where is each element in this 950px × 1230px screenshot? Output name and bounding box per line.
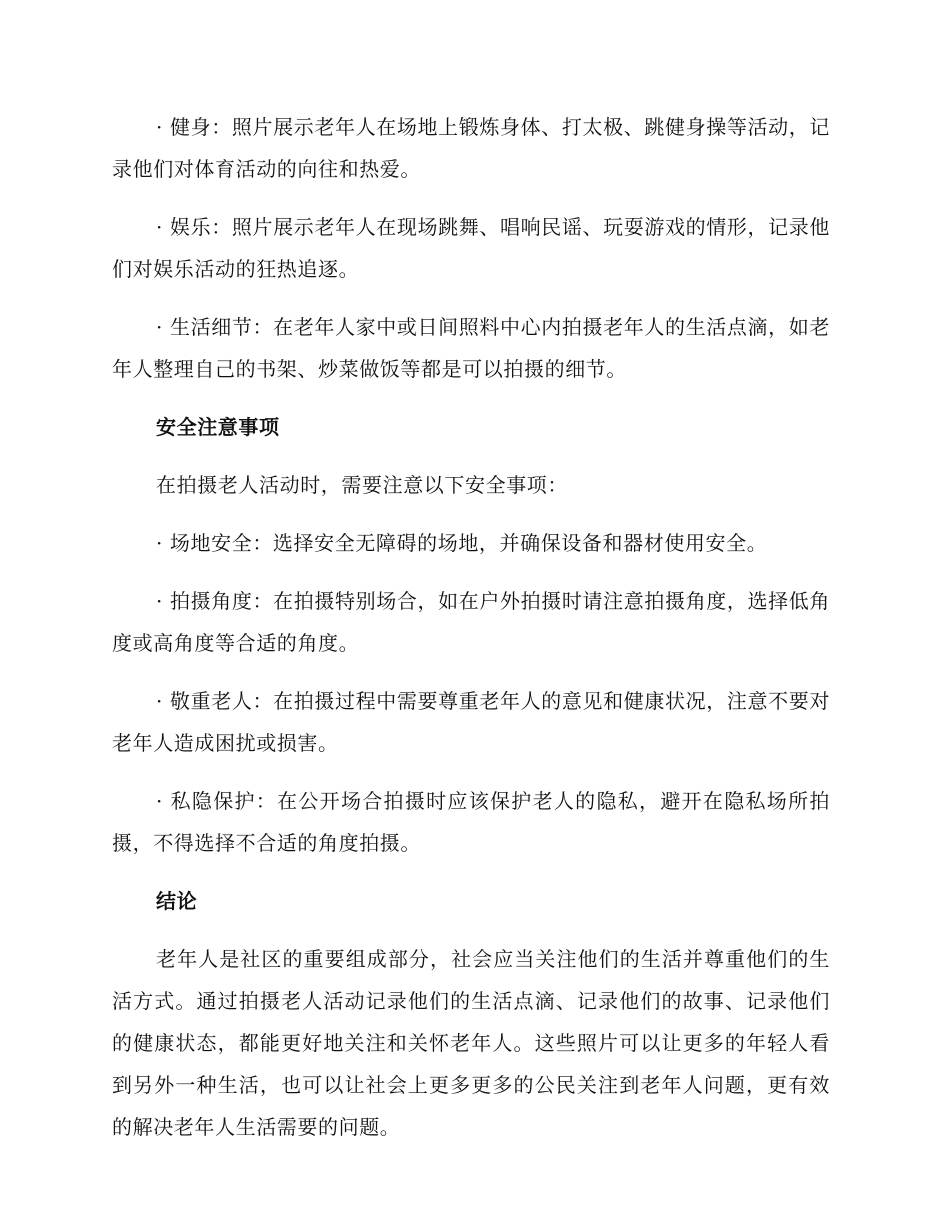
activity-fitness: · 健身：照片展示老年人在场地上锻炼身体、打太极、跳健身操等活动，记录他们对体育活动的向往和热爱。 [112, 115, 830, 181]
activity-entertainment: · 娱乐：照片展示老年人在现场跳舞、唱响民谣、玩耍游戏的情形，记录他们对娱乐活动的狂热追逐。 [112, 215, 830, 281]
safety-item-privacy: · 私隐保护：在公开场合拍摄时应该保护老人的隐私，避开在隐私场所拍摄，不得选择不合适的角度拍摄。 [112, 789, 830, 855]
safety-item-venue: · 场地安全：选择安全无障碍的场地，并确保设备和器材使用安全。 [156, 531, 768, 555]
safety-intro: 在拍摄老人活动时，需要注意以下安全事项： [156, 473, 568, 497]
activity-life-details: · 生活细节：在老年人家中或日间照料中心内拍摄老年人的生活点滴，如老年人整理自己的书架、炒菜做饭等都是可以拍摄的细节。 [112, 315, 830, 381]
conclusion-text: 老年人是社区的重要组成部分，社会应当关注他们的生活并尊重他们的生活方式。通过拍摄老人活动记录他们的生活点滴、记录他们的故事、记录他们的健康状态，都能更好地关注和关怀老年人。这些照片可以让更多的年轻人看到另外一种生活，也可以让社会上更多更多的公民关注到老年人问题，更有效的解决老年人生活需要的问题。 [112, 947, 830, 1139]
safety-heading: 安全注意事项 [156, 415, 280, 439]
document-page [112, 106, 830, 1164]
safety-item-respect: · 敬重老人：在拍摄过程中需要尊重老年人的意见和健康状况，注意不要对老年人造成困扰或损害。 [112, 689, 830, 755]
safety-item-angle: · 拍摄角度：在拍摄特别场合，如在户外拍摄时请注意拍摄角度，选择低角度或高角度等合适的角度。 [112, 589, 830, 655]
conclusion-heading: 结论 [156, 889, 198, 913]
